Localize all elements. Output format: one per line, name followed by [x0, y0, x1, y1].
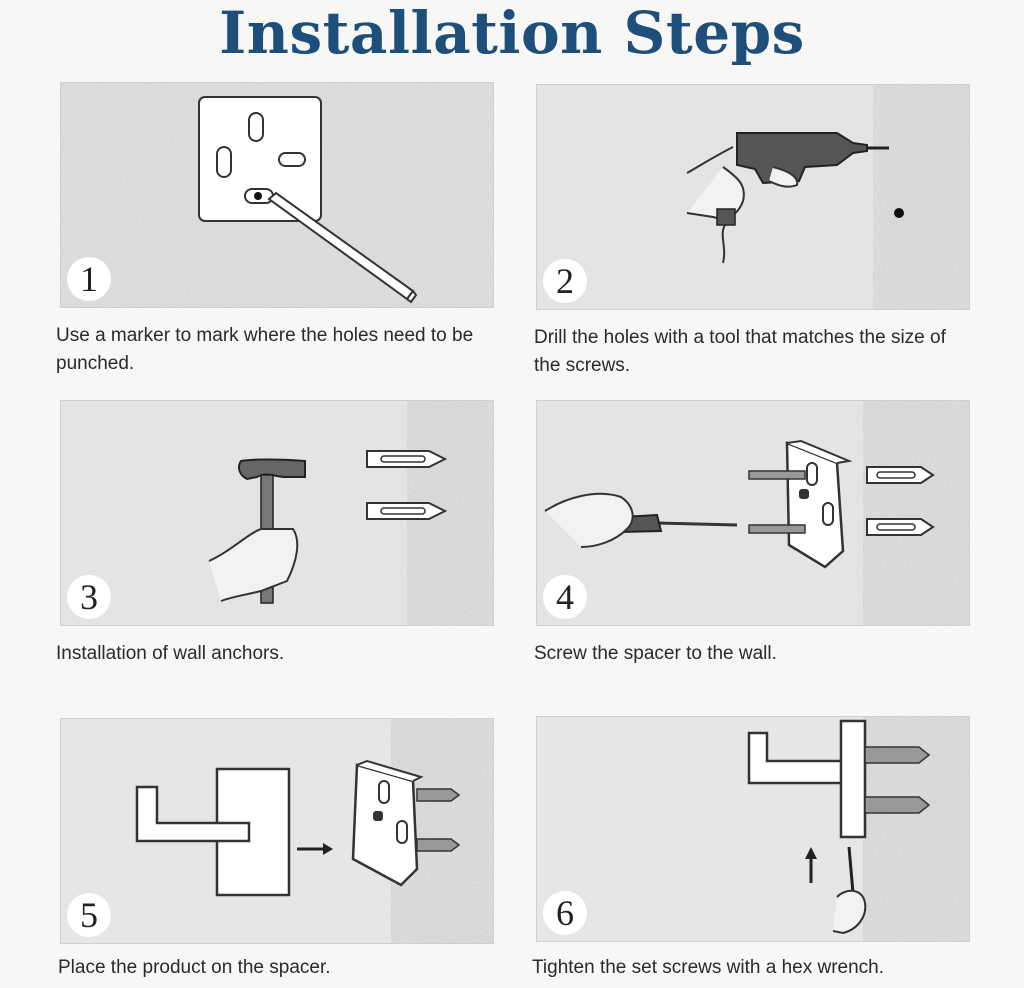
step-2-illustration	[536, 84, 970, 310]
step-6-number: 6	[543, 891, 587, 935]
step-1-illustration	[60, 82, 494, 308]
step-4-illustration	[536, 400, 970, 626]
step-2-caption: Drill the holes with a tool that matches the size of the screws.	[534, 327, 946, 376]
step-6-illustration	[536, 716, 970, 942]
step-1-caption: Use a marker to mark where the holes need to be punched.	[56, 325, 474, 374]
step-5-illustration	[60, 718, 494, 944]
step-4-caption: Screw the spacer to the wall.	[534, 643, 777, 664]
page-title: Installation Steps	[219, 0, 805, 67]
step-4-number: 4	[543, 575, 587, 619]
step-3-number: 3	[67, 575, 111, 619]
step-3-illustration	[60, 400, 494, 626]
step-2-number: 2	[543, 259, 587, 303]
step-3-caption: Installation of wall anchors.	[56, 643, 285, 664]
step-5-number: 5	[67, 893, 111, 937]
step-5-caption: Place the product on the spacer.	[58, 957, 331, 978]
step-1-number: 1	[67, 257, 111, 301]
step-6-caption: Tighten the set screws with a hex wrench.	[532, 957, 885, 978]
